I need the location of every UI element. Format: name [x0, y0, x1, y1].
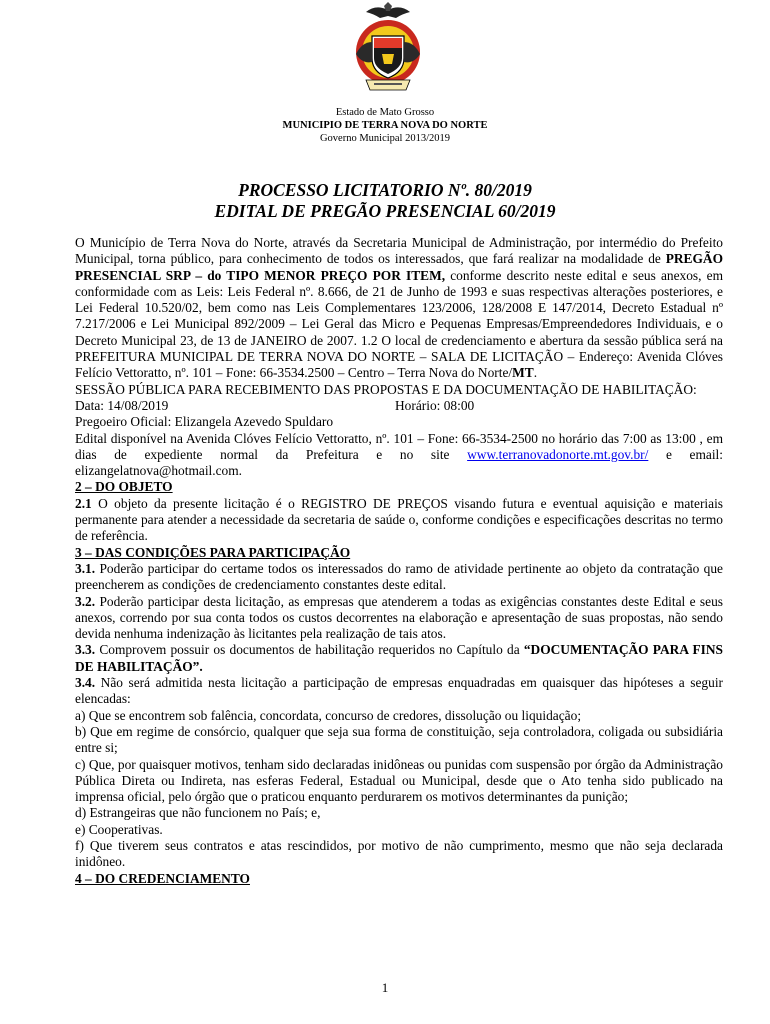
session-date-row [75, 398, 723, 414]
item-a: a) Que se encontrem sob falência, concordata, concurso de credores, dissolução ou liquidação; [75, 707, 582, 723]
document-body [75, 235, 723, 887]
email-text: e email: elizangelatnova@hotmail.com. [75, 446, 724, 479]
pregoeiro: Pregoeiro Oficial: Elizangela Azevedo Spuldaro [75, 414, 334, 430]
section-3-1 [75, 561, 723, 594]
section-2-heading: 2 – DO OBJETO [75, 479, 173, 495]
edital-title: EDITAL DE PREGÃO PRESENCIAL 60/2019 [214, 201, 556, 221]
item-c: c) Que, por quaisquer motivos, tenham sido declaradas inidôneas ou punidas com suspensão por órgão da Administração Pública Direta ou Indireta, nas esferas Federal, Estadual ou Municipal, desde que o Ato tenha sido publicado na imprensa oficial, pelo órgão que o praticou enquanto perdurarem os motivos determinantes da punição; [75, 756, 723, 805]
section-3-3 [75, 642, 723, 675]
clause-number: 3.1. [75, 560, 96, 576]
document-header [0, 106, 770, 145]
item-b: b) Que em regime de consórcio, qualquer que seja sua forma de constituição, seja controladora, coligada ou subsidiária entre si; [75, 723, 723, 756]
clause-number: 3.4. [75, 675, 96, 691]
intro-text-1: O Município de Terra Nova do Norte, através da Secretaria Municipal de Administração, por intermédio do Prefeito Municipal, torna público, para conhecimento de todos os interessados, que fará realizar na modalidade de [75, 235, 723, 267]
session-title: SESSÃO PÚBLICA PARA RECEBIMENTO DAS PROPOSTAS E DA DOCUMENTAÇÃO DE HABILITAÇÃO: [75, 381, 697, 397]
clause-text: Comprovem possuir os documentos de habilitação requeridos no Capítulo da [95, 642, 524, 658]
clause-text: O objeto da presente licitação é o REGISTRO DE PREÇOS visando futura e eventual aquisição e materiais permanente para atender a necessidade da secretaria de saúde o, conforme condições e especificações descritas no termo de referência. [75, 495, 723, 544]
municipality-name: MUNICIPIO DE TERRA NOVA DO NORTE [282, 120, 488, 131]
session-time: Horário: 08:00 [395, 397, 475, 413]
clause-number: 3.3. [75, 642, 96, 658]
intro-state: MT [512, 365, 534, 381]
process-title: PROCESSO LICITATORIO Nº. 80/2019 [238, 180, 532, 200]
intro-end: . [533, 365, 538, 381]
intro-text-2: conforme descrito neste edital e seus anexos, em conformidade com as Leis: Leis Federal nº. 8.666, de 21 de Junho de 1993 e suas respectivas alterações posteriores, e Lei Federal 10.520/02, bem como nas Leis Complementares 123/2006, 128/2008 E 147/2014, Decreto Estadual nº 7.217/2006 e Lei Municipal 892/2009 – Lei Geral das Micro e Pequenas Empresas/Empreendedores Individuais, e o Decreto Municipal 23, de 13 de JANEIRO de 2007. 1.2 O local de credenciamento e abertura da sessão pública será na PREFEITURA MUNICIPAL DE TERRA NOVA DO NORTE – SALA DE LICITAÇÃO – Endereço: Avenida Clóves Felício Vettoratto, nº. 101 – Fone: 66-3534.2500 – Centro – Terra Nova do Norte/ [75, 267, 723, 381]
edital-availability [75, 431, 723, 480]
intro-modality: PREGÃO PRESENCIAL SRP – do TIPO MENOR PREÇO POR ITEM, [75, 251, 723, 283]
page-number: 1 [381, 980, 389, 995]
item-f: f) Que tiverem seus contratos e atas rescindidos, por motivo de não cumprimento, mesmo que não seja declarada inidôneo. [75, 837, 723, 870]
item-e: e) Cooperativas. [75, 821, 163, 837]
clause-text: Poderão participar do certame todos os interessados do ramo de atividade pertinente ao objeto da contratação que preencherem as condições de credenciamento constantes deste edital. [75, 560, 723, 593]
clause-number: 3.2. [75, 593, 96, 609]
item-d: d) Estrangeiras que não funcionem no País; e, [75, 805, 321, 821]
state-name: Estado de Mato Grosso [335, 107, 435, 118]
website-link[interactable]: www.terranovadonorte.mt.gov.br/ [467, 446, 649, 462]
session-date: Data: 14/08/2019 [75, 397, 169, 413]
section-3-heading: 3 – DAS CONDIÇÕES PARA PARTICIPAÇÃO [75, 544, 351, 560]
clause-bold-text: “DOCUMENTAÇÃO PARA FINS DE HABILITAÇÃO”. [75, 642, 723, 674]
section-3-2 [75, 594, 723, 643]
section-3-4 [75, 675, 723, 708]
document-title [0, 180, 770, 222]
government-period: Governo Municipal 2013/2019 [319, 133, 451, 144]
section-2-1 [75, 496, 723, 545]
section-4-heading: 4 – DO CREDENCIAMENTO [75, 870, 250, 886]
edital-text: Edital disponível na Avenida Clóves Felício Vettoratto, nº. 101 – Fone: 66-3534-2500 no horário das 7:00 as 13:00 , em dias de expediente normal da Prefeitura e no site [75, 430, 723, 462]
clause-number: 2.1 [75, 495, 92, 511]
clause-text: Não será admitida nesta licitação a participação de empresas enquadradas em quaisquer das hipóteses a seguir elencadas: [75, 675, 723, 707]
municipal-coat-of-arms [346, 2, 430, 100]
clause-text: Poderão participar desta licitação, as empresas que atenderem a todas as exigências constantes deste Edital e seus anexos, correndo por sua conta todos os custos decorrentes na elaboração e apresentação de suas propostas, não sendo devida nenhuma indenização às licitantes pela realização de tais atos. [75, 593, 723, 642]
intro-paragraph [75, 235, 723, 382]
